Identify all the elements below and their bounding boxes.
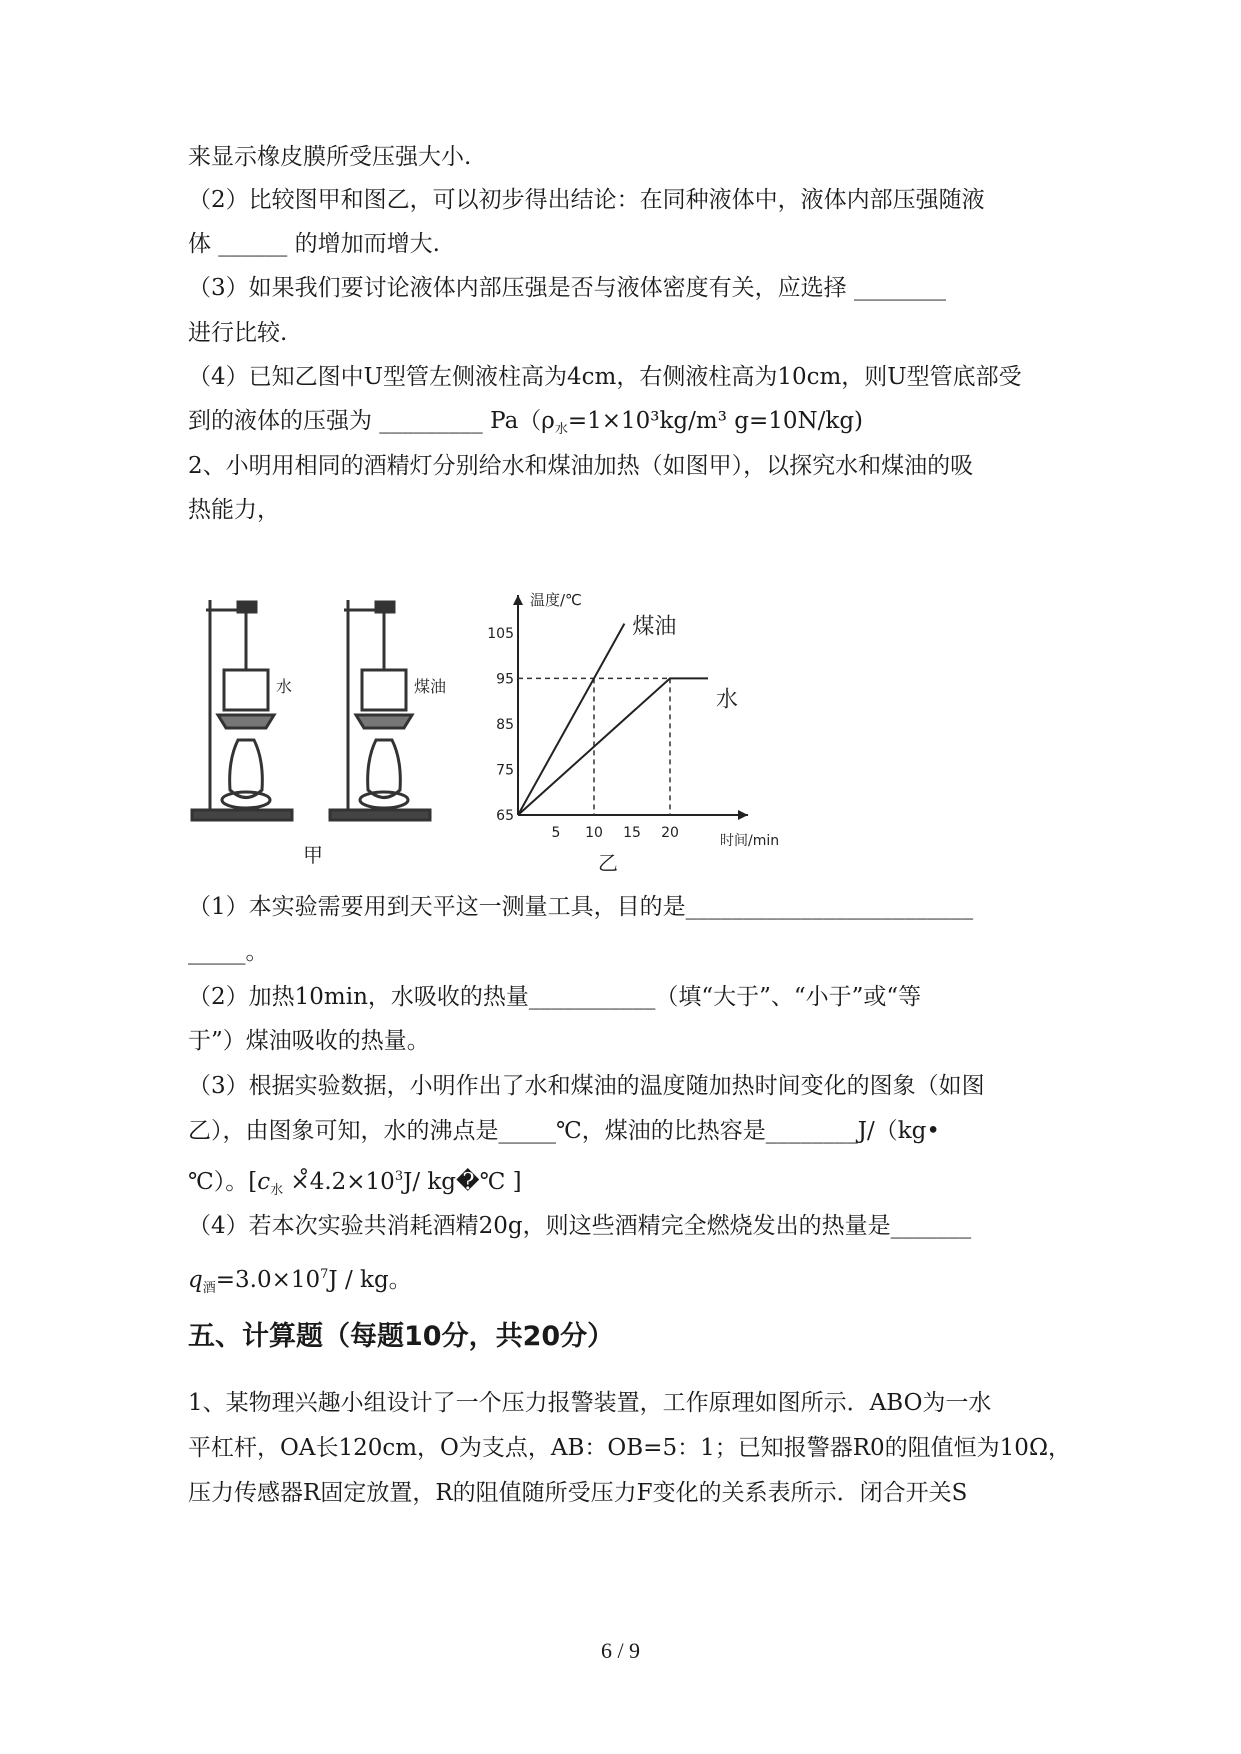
text-line: （2）比较图甲和图乙，可以初步得出结论：在同种液体中，液体内部压强随液 — [188, 187, 985, 213]
text-line: _____。 — [188, 939, 269, 965]
specific-heat-line — [188, 1162, 522, 1206]
q-exponent: 7 — [320, 1267, 329, 1282]
text-line: 1、某物理兴趣小组设计了一个压力报警装置，工作原理如图所示．ABO为一水 — [188, 1390, 992, 1416]
pressure-text: 到的液体的压强为 _________ Pa（ρ — [188, 408, 555, 434]
clamp — [376, 602, 394, 612]
text-line: （3）如果我们要讨论液体内部压强是否与液体密度有关，应选择 ________ — [188, 275, 946, 301]
gauze — [218, 715, 274, 728]
text-line: （3）根据实验数据，小明作出了水和煤油的温度随加热时间变化的图象（如图 — [188, 1073, 985, 1099]
c-subscript: 水 — [270, 1183, 284, 1198]
x-tick-label: 15 — [623, 825, 641, 841]
page-number: 6 / 9 — [600, 1638, 641, 1663]
beaker — [362, 670, 406, 710]
heat-value-line — [188, 1260, 412, 1304]
text-line: 压力传感器R固定放置，R的阻值随所受压力F变化的关系表所示．闭合开关S — [188, 1480, 968, 1506]
pressure-question-line — [188, 406, 863, 445]
y-tick-label: 65 — [496, 808, 514, 824]
y-tick-label: 95 — [496, 671, 514, 688]
base-plate — [330, 810, 430, 820]
text-line: 进行比较. — [188, 320, 288, 346]
text-line: （1）本实验需要用到天平这一测量工具，目的是_________________________ — [188, 894, 974, 920]
clamp — [238, 602, 256, 612]
y-tick-label: 75 — [496, 762, 514, 779]
text-line: 体 ______ 的增加而增大. — [188, 231, 440, 257]
y-axis-arrow — [513, 595, 523, 605]
gauze — [356, 715, 412, 728]
text-line: 乙），由图象可知，水的沸点是_____℃，煤油的比热容是________J/（kg• — [188, 1118, 940, 1144]
q-subscript: 酒 — [202, 1281, 216, 1296]
lamp-base — [360, 792, 408, 808]
q-unit: J / kg。 — [328, 1267, 412, 1293]
text-line: （2）加热10min，水吸收的热量___________（填“大于”、“小于”或“等 — [188, 984, 922, 1010]
alcohol-lamp — [230, 740, 263, 798]
beaker — [224, 670, 268, 710]
text-line: （4）若本次实验共消耗酒精20g，则这些酒精完全燃烧发出的热量是_______ — [188, 1213, 972, 1239]
y-axis-label: 温度/℃ — [530, 591, 582, 609]
base-plate — [192, 810, 292, 820]
label-kerosene: 煤油 — [414, 677, 447, 696]
y-tick-label: 105 — [487, 625, 514, 642]
series-label: 煤油 — [632, 614, 677, 640]
series-line — [518, 624, 624, 815]
text-line: 于”）煤油吸收的热量。 — [188, 1028, 430, 1054]
x-tick-label: 5 — [551, 825, 561, 841]
text-line: 平杠杆，OA长120cm，O为支点，AB：OB=5：1；已知报警器R0的阻值恒为10Ω， — [188, 1435, 1072, 1461]
temperature-chart — [487, 591, 779, 849]
q-value: =3.0×10 — [215, 1267, 321, 1293]
c-line-prefix: ℃）。[ — [188, 1169, 258, 1195]
text-line: 来显示橡皮膜所受压强大小. — [188, 144, 472, 170]
text-line: （4）已知乙图中U型管左侧液柱高为4cm，右侧液柱高为10cm，则U型管底部受 — [188, 364, 1022, 390]
text-line: 热能力， — [188, 497, 280, 523]
apparatus-kerosene — [330, 600, 430, 820]
series-line — [518, 678, 708, 815]
x-tick-label: 10 — [585, 825, 603, 841]
x-axis-arrow — [738, 810, 748, 820]
q-symbol: q — [188, 1267, 203, 1293]
caption-left: 甲 — [303, 843, 323, 867]
x-tick-label: 20 — [661, 825, 679, 841]
lamp-base — [222, 792, 270, 808]
experiment-figure — [188, 590, 808, 880]
pressure-constants: =1×10³kg/m³ g=10N/kg) — [567, 408, 864, 434]
c-unit: J/ kg�℃ ] — [403, 1169, 522, 1195]
alcohol-lamp — [368, 740, 401, 798]
x-axis-label: 时间/min — [720, 833, 780, 849]
y-tick-label: 85 — [496, 716, 514, 733]
c-symbol: c — [257, 1169, 271, 1195]
text-line: 2、小明用相同的酒精灯分别给水和煤油加热（如图甲），以探究水和煤油的吸 — [188, 453, 974, 479]
c-exponent: 3 — [394, 1169, 404, 1184]
series-label: 水 — [716, 687, 739, 713]
c-value: ×̊4.2×10 — [283, 1169, 395, 1195]
section-heading: 五、计算题（每题10分，共20分） — [188, 1321, 615, 1352]
label-water: 水 — [276, 677, 293, 696]
apparatus-water — [192, 600, 292, 820]
caption-right: 乙 — [598, 851, 618, 875]
rho-subscript: 水 — [554, 422, 568, 437]
